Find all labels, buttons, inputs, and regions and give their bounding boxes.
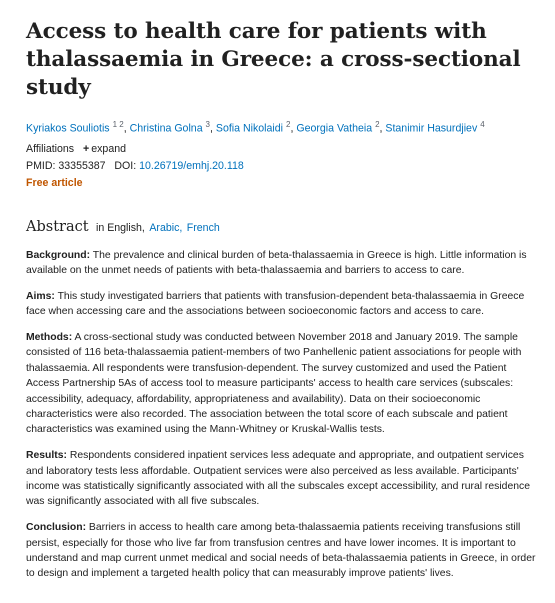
abstract-section-background xyxy=(26,248,538,279)
plus-icon[interactable]: + xyxy=(83,142,90,155)
expand-affiliations-button[interactable]: expand xyxy=(91,142,126,155)
article-title: Access to health care for patients with thalassaemia in Greece: a cross-sectional study xyxy=(26,19,521,100)
pmid-label: PMID: xyxy=(26,159,56,172)
author-affiliation-ref[interactable]: 2 xyxy=(285,120,291,129)
affiliations-row xyxy=(26,141,538,158)
pmid-value: 33355387 xyxy=(58,159,106,172)
free-article-badge: Free article xyxy=(26,176,83,189)
section-text: Respondents considered inpatient services less adequate and appropriate, and outpatient services and laboratory tests less affordable. Outpatient services were also perceived as less available. Participants' income was statistically significantly associated with all the subscales except accessibility, and rural residence was significantly associated with all five subscales. xyxy=(26,450,530,508)
section-text: A cross-sectional study was conducted between November 2018 and January 2019. The sample consisted of 116 beta-thalassaemia patient-members of two Panhellenic patient associations for people with thalassaemia. All respondents were transfusion-dependent. The survey customized and used the Patient Access Partnership 5As of access tool to measure participants' access to health care services (subscales: accessibility, adequacy, affordability, appropriateness and availability). Data on their socioeconomic characteristics were also recorded. The association between the total score of each subscale and patient characteristics was examined using the Mann-Whitney or Kruskal-Wallis tests. xyxy=(26,331,522,436)
section-text: This study investigated barriers that patients with transfusion-dependent beta-thalassaemia in Greece face when accessing care and the associations between socioeconomic factors and access to care. xyxy=(26,290,525,318)
section-label: Background: xyxy=(26,249,91,261)
abstract-language-current: in English, xyxy=(96,221,145,234)
section-label: Results: xyxy=(26,450,67,462)
author-link[interactable]: Christina Golna xyxy=(129,122,203,135)
abstract-section-aims xyxy=(26,289,538,320)
author-link[interactable]: Georgia Vatheia xyxy=(296,122,373,135)
section-text: The prevalence and clinical burden of beta-thalassaemia in Greece is high. Little information is available on the unmet needs of patients with beta-thalassaemia and barriers to access to care. xyxy=(26,249,527,276)
abstract-language-link-arabic[interactable]: Arabic, xyxy=(149,221,183,234)
author-affiliation-ref[interactable]: 3 xyxy=(205,120,210,129)
section-text: Barriers in access to health care among beta-thalassaemia patients receiving transfusions still persist, especially for those who live far from transfusion centres and have lower incomes. It is important to understand and map current unmet medical and social needs of beta-thalassaemia patients in Greece, in order to design and implement a targeted health policy that can measurably improve patients' lives. xyxy=(26,522,536,580)
abstract-section-methods xyxy=(26,330,538,438)
author-list: Kyriakos Souliotis $^{1 2}$, Christina Golna $^3$, Sofia Nikolaidi $^2$, Georgia Vatheia $^2$, Stanimir Hasurdjiev $^4$ xyxy=(26,120,485,135)
author-link[interactable]: Kyriakos Souliotis xyxy=(26,122,110,135)
author-link[interactable]: Stanimir Hasurdjiev xyxy=(385,122,478,135)
identifiers-row xyxy=(26,158,538,175)
doi-link[interactable]: 10.26719/emhj.20.118 xyxy=(139,159,244,172)
affiliations-label: Affiliations xyxy=(26,142,75,155)
author-affiliation-ref[interactable]: 2 xyxy=(375,120,380,129)
abstract-heading: Abstract xyxy=(26,218,89,235)
section-label: Conclusion: xyxy=(26,522,87,534)
abstract-heading-row xyxy=(26,216,538,239)
section-label: Methods: xyxy=(26,331,73,343)
author-link[interactable]: Sofia Nikolaidi xyxy=(215,122,284,135)
author-affiliation-ref[interactable]: 4 xyxy=(480,120,485,129)
doi-label: DOI: xyxy=(114,159,137,172)
article-container xyxy=(26,0,538,592)
abstract-section-results xyxy=(26,448,538,510)
author-affiliation-ref[interactable]: 1 2 xyxy=(112,120,124,129)
section-label: Aims: xyxy=(26,290,55,302)
abstract-section-conclusion xyxy=(26,520,538,582)
abstract-language-link-french[interactable]: French xyxy=(186,221,220,234)
